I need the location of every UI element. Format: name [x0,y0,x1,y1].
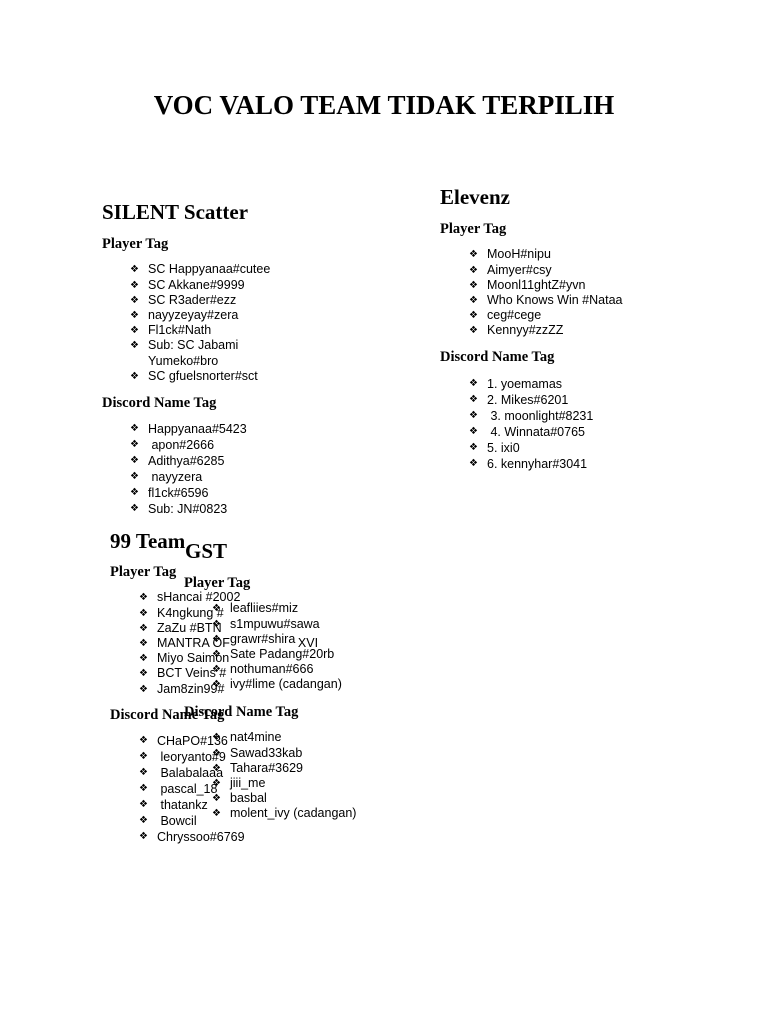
discord-name-tag-list [130,421,247,517]
list-item-text: SC Akkane#9999 [148,277,245,292]
discord-name-tag-heading: Discord Name Tag [110,706,225,723]
diamond-bullet-icon [139,813,157,829]
team-name: 99 Team [110,529,186,553]
player-tag-list [130,262,283,384]
list-item [130,453,247,469]
list-item-text: Balabalaaa [157,766,224,780]
list-item-text: s1mpuwu#sawa [230,616,320,631]
discord-name-tag-heading: Discord Name Tag [440,348,555,365]
list-item [130,323,283,338]
discord-name-tag-list [469,376,593,472]
list-item [469,263,622,278]
diamond-bullet-icon [469,278,487,293]
diamond-bullet-icon [139,682,157,697]
list-item-text: Sub: JN#0823 [148,502,228,516]
player-tag-list [212,601,342,692]
list-item [130,369,283,384]
list-item [212,776,356,791]
diamond-bullet-icon [469,293,487,308]
diamond-bullet-icon [130,421,148,437]
list-item-text: ivy#lime (cadangan) [230,677,342,692]
list-item [212,746,356,761]
diamond-bullet-icon [469,247,487,262]
list-item [212,647,342,662]
list-item-text: Kennyy#zzZZ [487,323,564,338]
list-item-text: nothuman#666 [230,662,314,677]
list-item-text: SC Happyanaa#cutee [148,262,271,277]
list-item-text: Moonl11ghtZ#yvn [487,277,586,292]
diamond-bullet-icon [212,601,230,616]
list-item [469,456,593,472]
list-item-text: molent_ivy (cadangan) [230,806,357,821]
diamond-bullet-icon [212,776,230,791]
list-item [212,662,342,677]
list-item [130,501,247,517]
team-name: GST [185,539,228,563]
list-item-text: MooH#nipu [487,247,551,262]
list-item [469,293,622,308]
list-item-text: BCT Veins # [157,666,227,681]
player-tag-heading: Player Tag [440,220,507,237]
diamond-bullet-icon [130,485,148,501]
diamond-bullet-icon [469,456,487,472]
list-item [130,278,283,293]
diamond-bullet-icon [212,617,230,632]
player-tag-heading: Player Tag [110,563,177,580]
diamond-bullet-icon [139,781,157,797]
list-item [130,293,283,308]
list-item [212,617,342,632]
diamond-bullet-icon [139,765,157,781]
list-item-text: leoryanto#9 [157,750,226,764]
diamond-bullet-icon [130,437,148,453]
list-item-text: thatankz [157,798,208,812]
list-item-text: nayyzeyay#zera [148,308,239,322]
list-item-text: Sate Padang#20rb [230,647,335,661]
list-item [212,632,342,647]
list-item [469,278,622,293]
list-item [130,469,247,485]
list-item-text: basbal [230,791,267,806]
list-item [469,308,622,323]
list-item-text: 5. ixi0 [487,441,520,455]
list-item-text: Adithya#6285 [148,454,225,468]
list-item-text: grawr#shira [230,631,296,646]
team-name: Elevenz [440,185,510,209]
list-item [130,308,283,323]
list-item [212,730,356,745]
list-item-text: Happyanaa#5423 [148,422,247,436]
list-item-text: 3. moonlight#8231 [487,409,594,423]
list-item-text: ceg#cege [487,308,542,323]
list-item-text: Aimyer#csy [487,262,552,277]
list-item [469,392,593,408]
diamond-bullet-icon [469,392,487,408]
list-item [469,247,622,262]
list-item [212,791,356,806]
list-item-text: Fl1ck#Nath [148,323,212,338]
diamond-bullet-icon [139,651,157,666]
diamond-bullet-icon [130,308,148,323]
diamond-bullet-icon [130,323,148,338]
team-name: SILENT Scatter [102,200,249,224]
list-item-text: CHaPO#136 [157,734,228,748]
list-item [130,485,247,501]
diamond-bullet-icon [130,278,148,293]
list-item-text: Jam8zin99# [157,681,225,696]
diamond-bullet-icon [212,791,230,806]
diamond-bullet-icon [212,746,230,761]
diamond-bullet-icon [469,408,487,424]
player-tag-heading: Player Tag [184,574,251,591]
list-item [212,761,356,776]
list-item [469,376,593,392]
list-item [469,440,593,456]
list-item-text: 2. Mikes#6201 [487,393,569,407]
list-item-text: K4ngkung # [157,605,224,620]
list-item-text: SC gfuelsnorter#sct [148,368,258,383]
diamond-bullet-icon [212,647,230,662]
list-item-text: ZaZu #BTN [157,620,222,635]
list-item-text: leafliies#miz [230,601,299,616]
list-item-text: pascal_18 [157,782,218,796]
list-item-text: apon#2666 [148,438,215,452]
list-item [212,601,342,616]
diamond-bullet-icon [130,501,148,517]
diamond-bullet-icon [130,469,148,485]
diamond-bullet-icon [469,376,487,392]
list-item [139,829,245,845]
diamond-bullet-icon [130,338,148,353]
page-title: VOC VALO TEAM TIDAK TERPILIH [153,90,615,120]
list-item-text-fragment: XVI [297,636,319,650]
diamond-bullet-icon [139,621,157,636]
list-item-text: Chryssoo#6769 [157,830,245,844]
list-item-text: jiii_me [230,776,266,790]
diamond-bullet-icon [130,453,148,469]
list-item-text: MANTRA OF [157,636,230,650]
list-item-text: Bowcil [157,814,197,828]
list-item-text: SC R3ader#ezz [148,292,237,307]
diamond-bullet-icon [139,666,157,681]
list-item-text: Miyo Saimon [157,651,230,666]
list-item-text: nat4mine [230,730,282,745]
list-item [130,437,247,453]
diamond-bullet-icon [212,662,230,677]
diamond-bullet-icon [139,749,157,765]
discord-name-tag-list [212,730,356,821]
list-item-text: 6. kennyhar#3041 [487,457,588,471]
diamond-bullet-icon [139,590,157,605]
diamond-bullet-icon [130,369,148,384]
list-item-text: Sawad33kab [230,745,303,760]
diamond-bullet-icon [469,323,487,338]
list-item-text: sHancai #2002 [157,590,241,605]
list-item [212,806,356,821]
diamond-bullet-icon [139,606,157,621]
diamond-bullet-icon [130,262,148,277]
list-item [130,262,283,277]
list-item [130,338,283,368]
diamond-bullet-icon [469,308,487,323]
list-item [212,677,342,692]
diamond-bullet-icon [469,263,487,278]
list-item [469,323,622,338]
player-tag-heading: Player Tag [102,235,169,252]
diamond-bullet-icon [139,733,157,749]
diamond-bullet-icon [212,761,230,776]
player-tag-list [469,247,622,338]
diamond-bullet-icon [139,829,157,845]
diamond-bullet-icon [139,797,157,813]
list-item-text: nayyzera [148,470,203,484]
list-item-text: Tahara#3629 [230,760,303,775]
list-item-text: Sub: SC Jabami Yumeko#bro [148,338,242,368]
diamond-bullet-icon [212,806,230,821]
diamond-bullet-icon [212,632,230,647]
diamond-bullet-icon [212,677,230,692]
list-item [130,421,247,437]
list-item [469,424,593,440]
list-item [469,408,593,424]
discord-name-tag-heading: Discord Name Tag [102,394,217,411]
list-item-text: Who Knows Win #Nataa [487,293,623,307]
list-item-text: 4. Winnata#0765 [487,425,585,439]
diamond-bullet-icon [212,730,230,745]
diamond-bullet-icon [469,424,487,440]
discord-name-tag-heading: Discord Name Tag [184,703,299,720]
diamond-bullet-icon [469,440,487,456]
list-item-text: fl1ck#6596 [148,486,209,500]
diamond-bullet-icon [130,293,148,308]
list-item-text: 1. yoemamas [487,377,563,391]
diamond-bullet-icon [139,636,157,651]
